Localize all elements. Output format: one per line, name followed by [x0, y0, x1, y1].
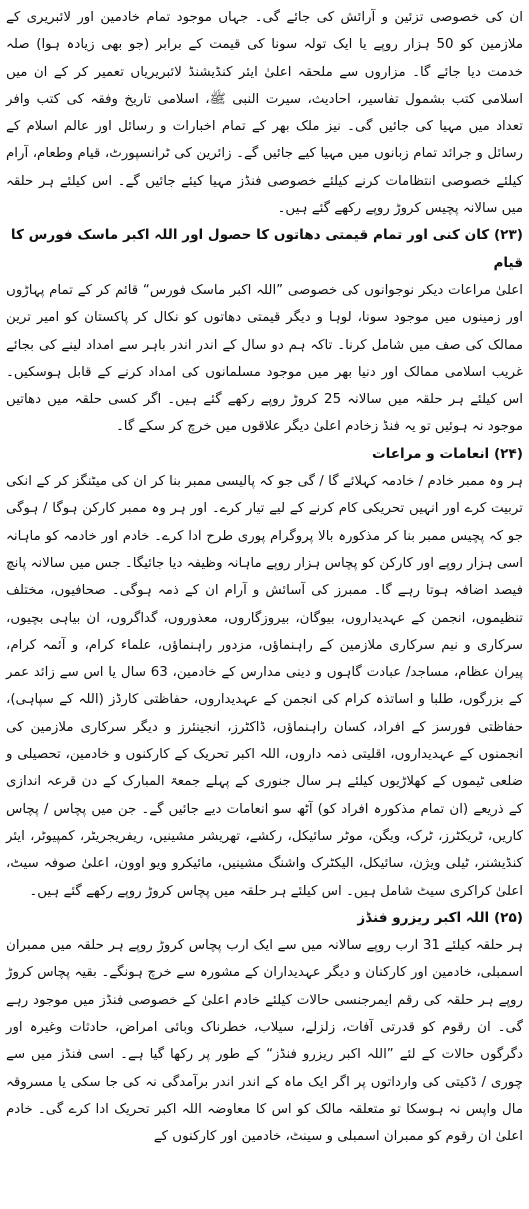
section-title: اللہ اکبر ریزرو فنڈز [357, 909, 490, 926]
section-heading-23 [6, 222, 523, 277]
section-heading-25 [6, 905, 523, 932]
section-number: (۲۵) [493, 909, 523, 926]
section-number: (۲۳) [493, 227, 523, 244]
section-title: کان کنی اور تمام قیمتی دھاتوں کا حصول اور اللہ اکبر ماسک فورس کا قیام [10, 227, 523, 271]
section-23-paragraph: اعلیٰ مراعات دیکر نوجوانوں کی خصوصی ”اللہ اکبر ماسک فورس“ قائم کر کے تمام پہاڑوں اور زمینوں میں موجود سونا، لوہا و دیگر قیمتی دھاتوں کو نکال کر پاکستان کو امیر ترین ممالک کی صف میں شامل کرنا۔ تاکہ ہم دو سال کے اندر اندر باہر سے امداد لینے کی بجائے غریب اسلامی ممالک اور دنیا بھر میں موجود مسلمانوں کی امداد کرنے کے قابل ہوسکیں۔ اس کیلئے ہر حلقہ میں سالانہ 25 کروڑ روپے رکھے گئے ہیں۔ اگر کسی حلقہ میں دھاتیں موجود نہ ہوئیں تو یہ فنڈ زخادم اعلیٰ دیگر علاقوں میں خرچ کر سکے گا۔ [6, 282, 523, 435]
section-number: (۲۴) [493, 445, 523, 462]
intro-paragraph: ان کی خصوصی تزئین و آرائش کی جائے گی۔ جہاں موجود تمام خادمین اور لائبریری کے ملازمین کو 50 ہزار روپے یا ایک تولہ سونا کی قیمت کے برابر (جو بھی زیادہ ہوا) صلہ خدمت دیا جائے گا۔ مزاروں سے ملحقہ اعلیٰ ایئر کنڈیشنڈ لائبریریاں تعمیر کر کے ان میں اسلامی کتب بشمول تفاسیر، احادیث، سیرت النبی ﷺ، اسلامی تاریخ وفقہ کی کتب وافر تعداد میں مہیا کی جائیں گی۔ نیز ملک بھر کے تمام اخبارات و رسائل اور عالم اسلام کے رسائل و جرائد تمام زبانوں میں مہیا کیے جائیں گے۔ زائرین کی ٹرانسپورٹ، قیام وطعام، آرام کیلئے خصوصی انتظامات کرنے کیلئے خصوصی فنڈز مہیا کیئے جائیں گے۔ اس کیلئے ہر حلقہ میں سالانہ پچیس کروڑ روپے رکھے گئے ہیں۔ [6, 10, 523, 217]
section-25-paragraph: ہر حلقہ کیلئے 31 ارب روپے سالانہ میں سے ایک ارب پچاس کروڑ روپے ہر حلقہ میں ممبران اسمبلی، خادمین اور کارکنان و دیگر عہدیداران کے مشورہ سے خرچ ہونگے۔ بقیہ پچاس کروڑ روپے ہر حلقہ کی رقم ایمرجنسی حالات کیلئے خادم اعلیٰ کے خصوصی فنڈز میں موجود رہے گی۔ ان رقوم کو قدرتی آفات، زلزلے، سیلاب، خطرناک وبائی امراض، حادثات وغیرہ اور دگرگوں حالات کے لئے ”اللہ اکبر ریزرو فنڈز“ کے طور پر رکھا گیا ہے۔ اسی فنڈز میں سے چوری / ڈکیتی کی وارداتوں پر اگر ایک ماہ کے اندر اندر برآمدگی نہ کی جا سکی یا مسروقہ مال واپس نہ ہوسکا تو متعلقہ مالک کو اس کا معاوضہ اللہ اکبر تحریک ادا کرے گی۔ خادم اعلیٰ ان رقوم کو ممبران اسمبلی و سینٹ، خادمین اور کارکنوں کے [6, 938, 524, 1145]
section-heading-24 [6, 441, 523, 468]
section-24-paragraph: ہر وہ ممبر خادم / خادمہ کہلائے گا / گی جو کہ پالیسی ممبر بنا کر ان کی میٹنگز کر کے انکی تربیت کرے اور انہیں تحریکی کام کرنے کے لیے تیار کرے۔ اور ہر وہ ممبر کارکن ہوگا / ہوگی جو کہ پچیس ممبر بنا کر مذکورہ بالا پروگرام پوری طرح ادا کرے۔ خادم اور خادمہ کو ماہانہ اسی ہزار روپے اور کارکن کو پچاس ہزار روپے ماہانہ وظیفہ دیا جائیگا۔ جس میں سالانہ پانچ فیصد اضافہ ہوتا رہے گا۔ ممبرز کی آسائش و آرام ان کے ذمہ ہوگی۔ صحافیوں، مختلف تنظیموں، انجمن کے عہدیداروں، بیوگان، بیروزگاروں، معذوروں، گداگروں، ان بیاہی بچیوں، سرکاری و نیم سرکاری ملازمین کے راہنماؤں، مزدور راہنماؤں، علماء کرام، و آئمہ کرام، پیران عظام، مساجد/ عبادت گاہوں و دینی مدارس کے خادمین، 63 سال یا اس سے زائد عمر کے بزرگوں، طلبا و اساتذہ کرام کی انجمن کے عہدیداروں، حفاظتی کارڈز (اللہ کے سپاہی)، حفاظتی فورسز کے افراد، کسان راہنماؤں، ڈاکٹرز، انجینئرز و دیگر سرکاری ملازمین کی انجمنوں کے عہدیداروں، اقلیتی ذمہ داروں، اللہ اکبر تحریک کے کارکنوں و خادمین، تحصیلی و ضلعی ٹیموں کے کھلاڑیوں کیلئے ہر سال جنوری کے پہلے جمعۃ المبارک کے دن قرعہ اندازی کے ذریعے (ان تمام مذکورہ افراد کو) آٹھ سو انعامات دیے جائیں گے۔ جن میں پچاس / پچاس کاریں، ٹریکٹرز، ٹرک، ویگن، موٹر سائیکل، رکشے، تھریشر مشینیں، ریفریجریٹر، کمپیوٹر، ایئر کنڈیشنر، ٹیلی ویژن، سائیکل، الیکٹرک واشنگ مشینیں، مائیکرو ویو اوون، اعلیٰ صوفہ سیٹ، اعلیٰ کراکری سیٹ شامل ہیں۔ اس کیلئے ہر حلقہ میں پچاس کروڑ روپے رکھے گئے ہیں۔ [6, 474, 523, 899]
section-title: انعامات و مراعات [371, 445, 490, 462]
